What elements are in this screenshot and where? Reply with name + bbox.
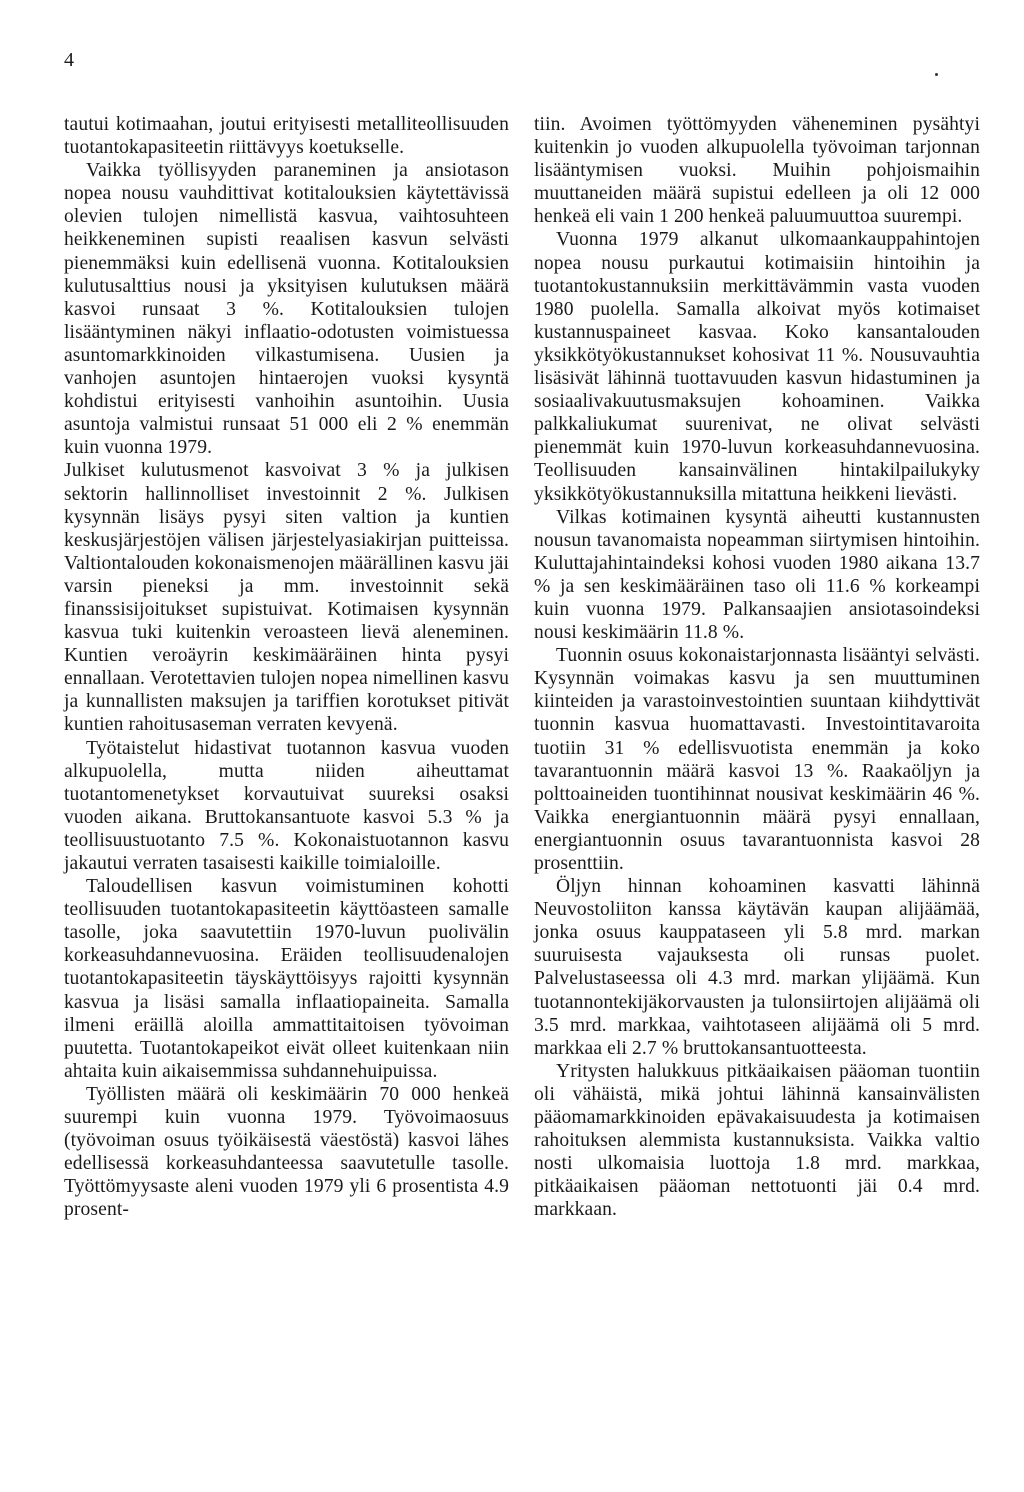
- paragraph: Taloudellisen kasvun voimistuminen kohotti teollisuuden tuotantokapasiteetin käyttöasteen samalle tasolle, joka saavutettiin 1970-luvun puolivälin korkeasuhdannevuosina. Eräiden teollisuudenalojen tuotantokapasiteetin täyskäyttöisyys rajoitti kysynnän kasvua ja lisäsi samalla inflaatiopaineita. Samalla ilmeni eräillä aloilla ammattitaitoisen työvoiman puutetta. Tuotantokapeikot eivät olleet kuitenkaan niin ahtaita kuin aikaisemmissa suhdannehuipuissa.: [64, 876, 509, 1082]
- paragraph: tautui kotimaahan, joutui erityisesti metalliteollisuuden tuotantokapasiteetin riittävyys koetukselle.: [64, 114, 509, 159]
- paragraph: Öljyn hinnan kohoaminen kasvatti lähinnä Neuvostoliiton kanssa käytävän kaupan alijäämää, jonka osuus kauppataseen yli 5.8 mrd. markan suuruisesta vajauksesta oli runsas puolet. Palvelustaseessa oli 4.3 mrd. markan ylijäämä. Kun tuotannontekijäkorvausten ja tulonsiirtojen alijäämä oli 3.5 mrd. markkaa, vaihtotaseen alijäämä oli 5 mrd. markkaa eli 2.7 % bruttokansantuotteesta.: [534, 876, 980, 1059]
- paragraph: Tuonnin osuus kokonaistarjonnasta lisääntyi selvästi. Kysynnän voimakas kasvu ja sen muuttuminen kiinteiden ja varastoinvestointien suuntaan kiihdyttivät tuonnin kasvua huomattavasti. Investointitavaroita tuotiin 31 % edellisvuotista enemmän ja koko tavarantuonnin määrä kasvoi 13 %. Raakaöljyn ja polttoaineiden tuontihinnat nousivat keskimäärin 46 %. Vaikka energiantuonnin määrä pysyi ennallaan, energiantuonnin osuus tavarantuonnista kasvoi 28 prosenttiin.: [534, 645, 980, 874]
- page-number: 4: [64, 49, 74, 71]
- paragraph: Vuonna 1979 alkanut ulkomaankauppahintojen nopea nousu purkautui kotimaisiin hintoihin ja tuotantokustannuksiin merkittävämmin vasta vuoden 1980 puolella. Samalla alkoivat myös kotimaiset kustannuspaineet kasvaa. Koko kansantalouden yksikkötyökustannukset kohosivat 11 %. Nousuvauhtia lisäsivät lähinnä tuottavuuden kasvun hidastuminen ja sosiaalivakuutusmaksujen kohoaminen. Vaikka palkkaliukumat suurenivat, ne olivat selvästi pienemmät kuin 1970-luvun korkeasuhdannevuosina. Teollisuuden kansainvälinen hintakilpailukyky yksikkötyökustannuksilla mitattuna heikkeni lievästi.: [534, 229, 980, 505]
- paragraph: Työllisten määrä oli keskimäärin 70 000 henkeä suurempi kuin vuonna 1979. Työvoimaosuus (työvoiman osuus työikäisestä väestöstä) kasvoi lähes edellisessä korkeasuhdanteessa saavutetulle tasolle. Työttömyysaste aleni vuoden 1979 yli 6 prosentista 4.9 prosent-: [64, 1083, 509, 1221]
- print-speck: [935, 73, 938, 76]
- paragraph: Julkiset kulutusmenot kasvoivat 3 % ja julkisen sektorin hallinnolliset investoinnit 2 %. Julkisen kysynnän lisäys pysyi siten valtion ja kuntien keskusjärjestöjen välisen järjestelyasiakirjan puitteissa. Valtiontalouden kokonaismenojen määrällinen kasvu jäi varsin pieneksi ja mm. investoinnit sekä finanssisijoitukset supistuivat. Kotimaisen kysynnän kasvua tuki kuitenkin veroasteen lievä aleneminen. Kuntien veroäyrin keskimääräinen hinta pysyi ennallaan. Verotettavien tulojen nopea nimellinen kasvu ja kunnallisten maksujen ja tariffien korotukset pitivät kuntien rahoitusaseman verraten kevyenä.: [64, 460, 509, 736]
- paragraph: Vilkas kotimainen kysyntä aiheutti kustannusten nousun tavanomaista nopeamman siirtymisen hintoihin. Kuluttajahintaindeksi kohosi vuoden 1980 aikana 13.7 % ja sen keskimääräinen taso oli 11.6 % korkeampi kuin vuonna 1979. Palkansaajien ansiotasoindeksi nousi keskimäärin 11.8 %.: [534, 506, 980, 644]
- paragraph: Työtaistelut hidastivat tuotannon kasvua vuoden alkupuolella, mutta niiden aiheuttamat tuotantomenetykset korvautuivat suureksi osaksi vuoden aikana. Bruttokansantuote kasvoi 5.3 % ja teollisuustuotanto 7.5 %. Kokonaistuotannon kasvu jakautui verraten tasaisesti kaikille toimialoille.: [64, 737, 509, 874]
- paragraph: Yritysten halukkuus pitkäaikaisen pääoman tuontiin oli vähäistä, mikä johtui lähinnä kansainvälisten pääomamarkkinoiden epävakaisuudesta ja kotimaisen rahoituksen alemmista kustannuksista. Vaikka valtio nosti ulkomaisia luottoja 1.8 mrd. markkaa, pitkäaikaisen pääoman nettotuonti jäi 0.4 mrd. markkaan.: [534, 1060, 980, 1221]
- left-column: [64, 113, 509, 1222]
- paragraph: tiin. Avoimen työttömyyden väheneminen pysähtyi kuitenkin jo vuoden alkupuolella työvoiman tarjonnan lisääntymisen vuoksi. Muihin pohjoismaihin muuttaneiden määrä supistui edelleen ja oli 12 000 henkeä eli vain 1 200 henkeä paluumuuttoa suurempi.: [534, 114, 980, 228]
- paragraph: Vaikka työllisyyden paraneminen ja ansiotason nopea nousu vauhdittivat kotitalouksien käytettävissä olevien tulojen nimellistä kasvua, vaihtosuhteen heikkeneminen supisti reaalisen kasvun selvästi pienemmäksi kuin edellisenä vuonna. Kotitalouksien kulutusalttius nousi ja yksityisen kulutuksen määrä kasvoi runsaat 3 %. Kotitalouksien tulojen lisääntyminen näkyi inflaatio-odotusten voimistuessa asuntomarkkinoiden vilkastumisena. Uusien ja vanhojen asuntojen hintaerojen vuoksi kysyntä kohdistui erityisesti vanhoihin asuntoihin. Uusia asuntoja valmistui runsaat 51 000 eli 2 % enemmän kuin vuonna 1979.: [64, 160, 509, 459]
- right-column: [534, 113, 980, 1222]
